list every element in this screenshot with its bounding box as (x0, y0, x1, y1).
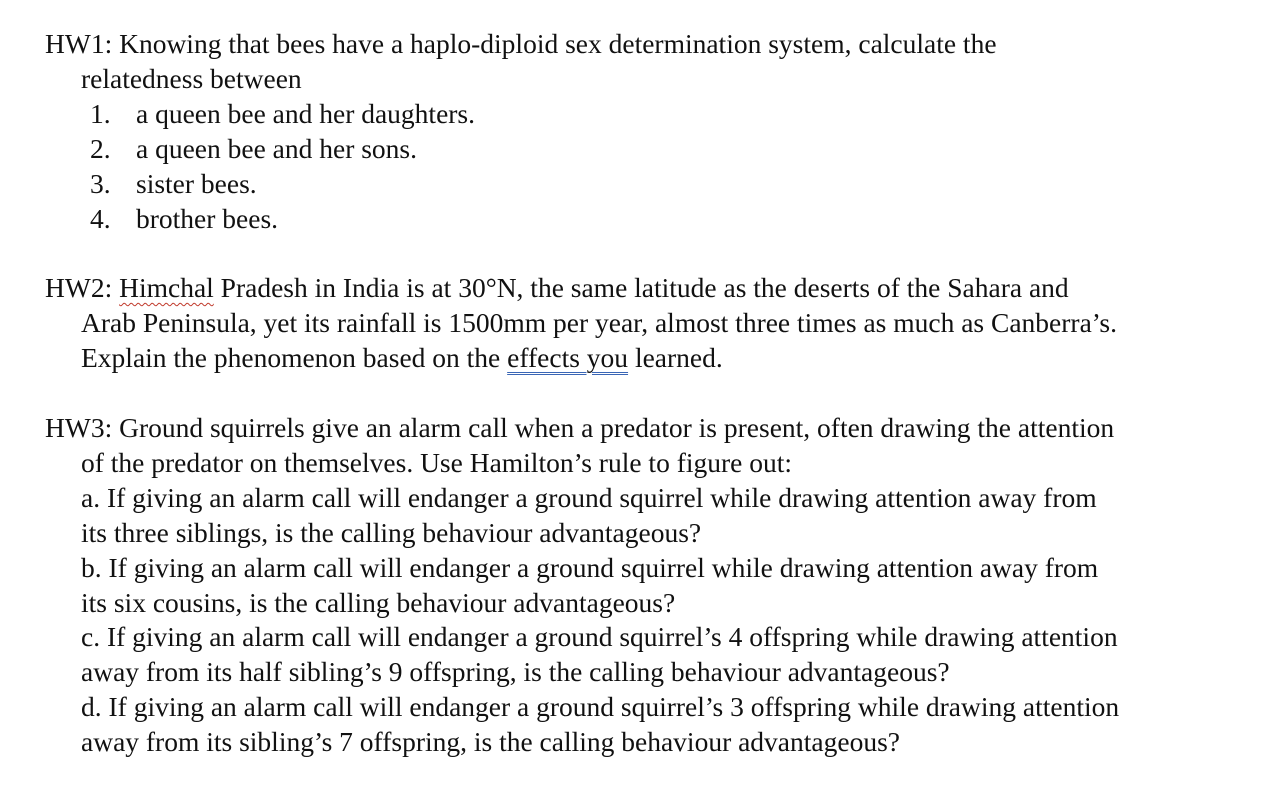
hw3-part-c-line-2: away from its half sibling’s 9 offspring, is the calling behaviour advantageous? (81, 656, 950, 687)
hw3-part-b-line-1: b. If giving an alarm call will endanger a ground squirrel while drawing attention away from (81, 552, 1099, 583)
hw3-part-a-line-2: its three siblings, is the calling behaviour advantageous? (81, 517, 702, 548)
hw2-line-1-rest: Pradesh in India is at 30°N, the same latitude as the deserts of the Sahara and (213, 272, 1069, 303)
hw1-item-2-text: a queen bee and her sons. (136, 133, 418, 164)
hw2-question-line-2: Arab Peninsula, yet its rainfall is 1500mm per year, almost three times as much as Canberra’s. (81, 307, 1117, 338)
hw2-line-3-rest: learned. (628, 342, 723, 373)
hw2-question-line-3 (81, 340, 723, 375)
hw3-part-d-line-2: away from its sibling’s 7 offspring, is the calling behaviour advantageous? (81, 726, 900, 757)
hw2-line-3-prefix: Explain the phenomenon based on the (81, 342, 508, 373)
hw1-item-4-number: 4. (90, 203, 111, 234)
hw3-part-d-line-1: d. If giving an alarm call will endanger a ground squirrel’s 3 offspring while drawing attention (81, 691, 1120, 722)
hw3-question-line-1: HW3: Ground squirrels give an alarm call when a predator is present, often drawing the attention (45, 412, 1115, 443)
hw1-item-3-text: sister bees. (136, 168, 257, 199)
grammar-flagged-phrase[interactable]: effects you (507, 342, 629, 373)
hw1-item-4-text: brother bees. (136, 203, 279, 234)
hw3-part-a-line-1: a. If giving an alarm call will endanger a ground squirrel while drawing attention away from (81, 482, 1097, 513)
hw1-question-line-2: relatedness between (81, 63, 302, 94)
hw1-item-2-number: 2. (90, 133, 111, 164)
hw2-question-line-1 (45, 270, 1069, 305)
hw1-item-3-number: 3. (90, 168, 111, 199)
hw3-part-c-line-1: c. If giving an alarm call will endanger a ground squirrel’s 4 offspring while drawing attention (81, 621, 1118, 652)
hw1-item-1-number: 1. (90, 98, 111, 129)
hw3-question-line-2: of the predator on themselves. Use Hamilton’s rule to figure out: (81, 447, 793, 478)
spelling-flagged-word[interactable]: Himchal (119, 272, 214, 303)
hw1-item-1-text: a queen bee and her daughters. (136, 98, 476, 129)
hw3-part-b-line-2: its six cousins, is the calling behaviour advantageous? (81, 587, 676, 618)
hw2-line-1-prefix: HW2: (45, 272, 120, 303)
hw1-question-line-1: HW1: Knowing that bees have a haplo-diploid sex determination system, calculate the (45, 28, 997, 59)
